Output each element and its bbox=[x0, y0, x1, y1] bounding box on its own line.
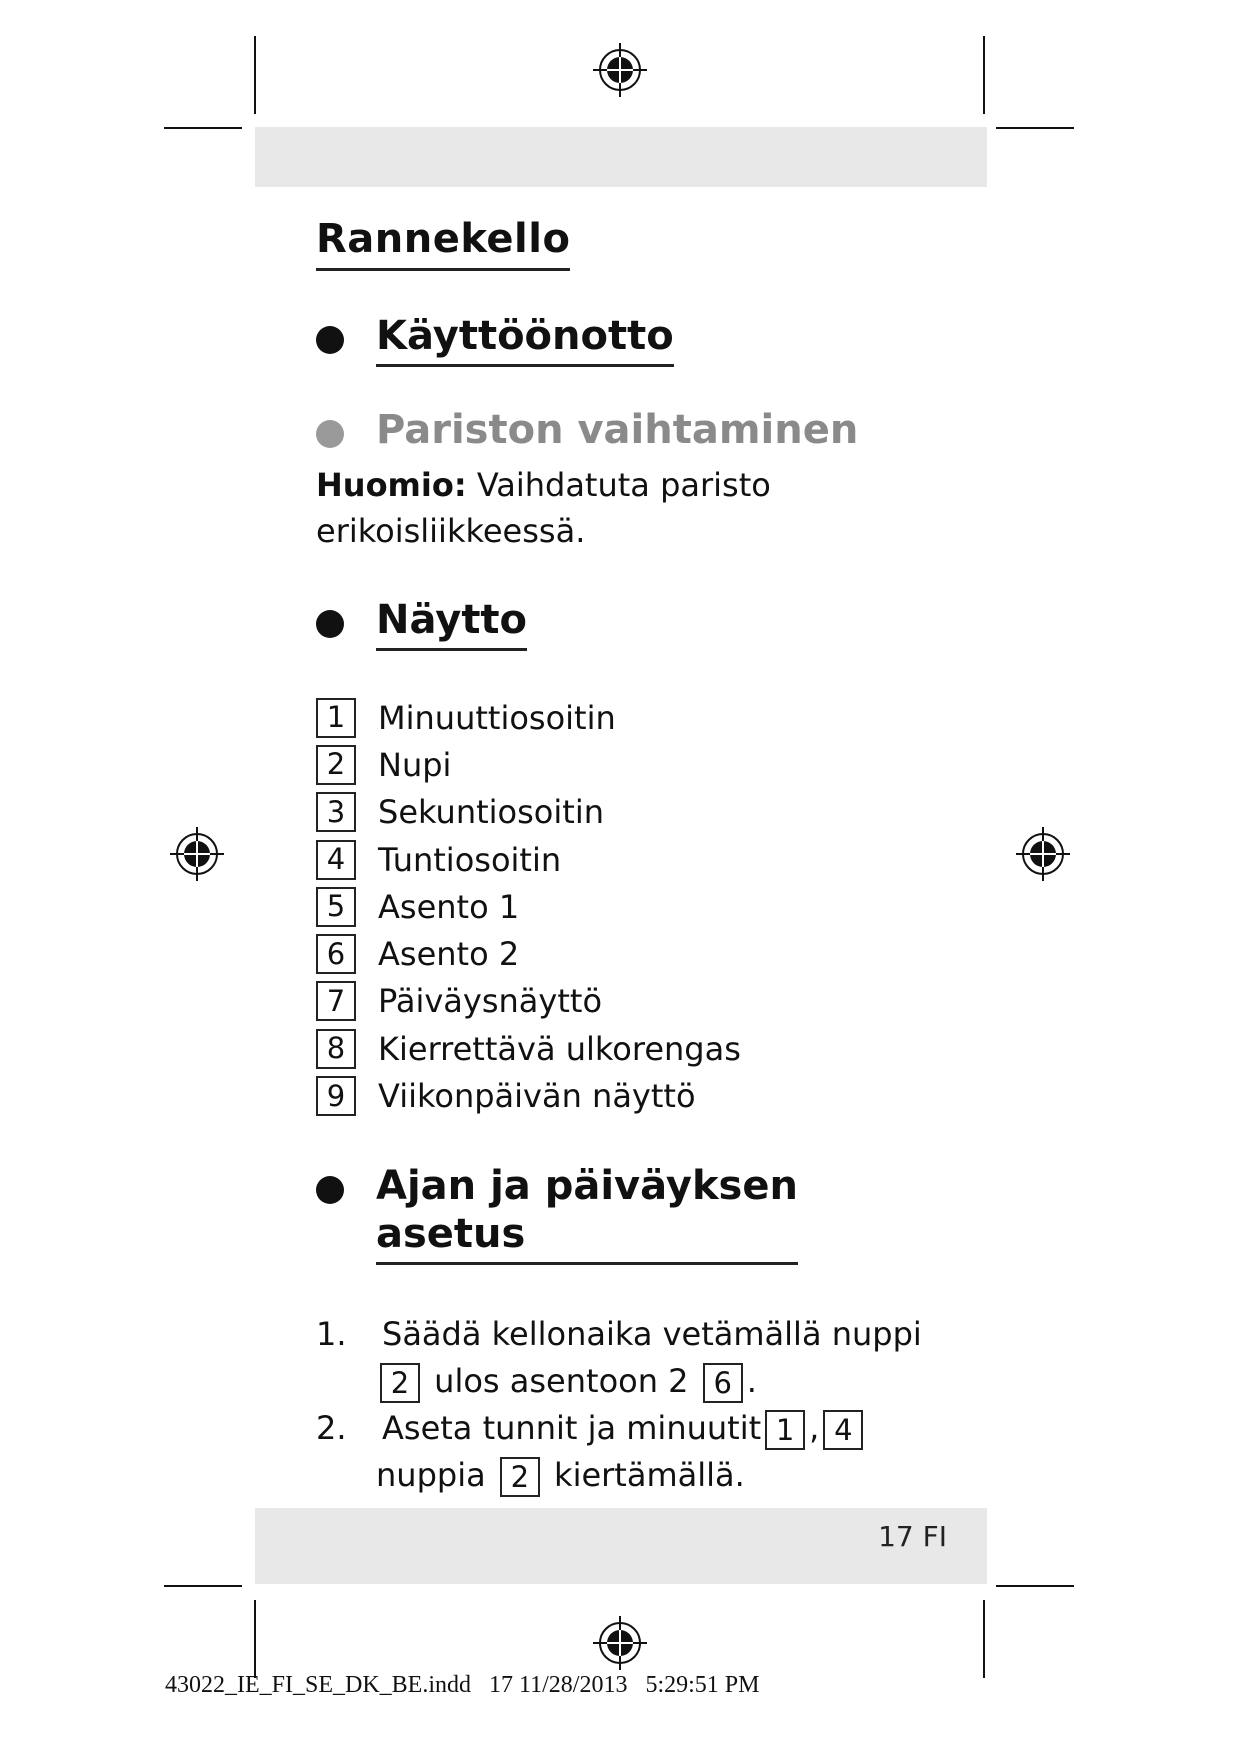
step-text: , bbox=[809, 1409, 820, 1447]
item-number-box: 5 bbox=[316, 887, 356, 927]
parts-list bbox=[316, 694, 741, 1120]
item-label: Minuuttiosoitin bbox=[378, 698, 616, 737]
item-number-box: 1 bbox=[316, 698, 356, 738]
trim-mark bbox=[254, 1600, 256, 1678]
registration-mark-icon bbox=[593, 43, 647, 97]
list-item bbox=[316, 789, 741, 836]
heading-line2: asetus bbox=[376, 1211, 526, 1257]
list-item bbox=[316, 1025, 741, 1072]
step-text: . bbox=[746, 1362, 757, 1400]
item-label: Sekuntiosoitin bbox=[378, 793, 604, 832]
section-heading-text bbox=[376, 1162, 798, 1265]
step-2 bbox=[316, 1405, 867, 1499]
bullet-icon bbox=[316, 1176, 344, 1204]
print-slug: 43022_IE_FI_SE_DK_BE.indd 17 11/28/2013 5:29:51 PM bbox=[165, 1672, 760, 1698]
page-number: 17 FI bbox=[878, 1520, 947, 1553]
section-heading-text: Pariston vaihtaminen bbox=[376, 407, 859, 453]
item-number-box: 8 bbox=[316, 1029, 356, 1069]
bullet-icon bbox=[316, 610, 344, 638]
ref-box: 2 bbox=[500, 1457, 540, 1497]
trim-mark bbox=[996, 127, 1074, 129]
trim-mark bbox=[254, 36, 256, 114]
step-text: kiertämällä. bbox=[543, 1456, 745, 1494]
item-label: Päiväysnäyttö bbox=[378, 982, 603, 1021]
section-heading-pariston bbox=[316, 406, 858, 458]
trim-mark bbox=[983, 1600, 985, 1678]
item-label: Tuntiosoitin bbox=[378, 840, 562, 879]
list-item bbox=[316, 978, 741, 1025]
item-number-box: 2 bbox=[316, 745, 356, 785]
header-band bbox=[255, 127, 987, 187]
ref-box: 6 bbox=[703, 1363, 743, 1403]
step-text: ulos asentoon 2 bbox=[424, 1362, 699, 1400]
section-heading-naytto bbox=[316, 596, 527, 651]
step-number: 2. bbox=[316, 1409, 347, 1447]
registration-mark-icon bbox=[1016, 827, 1070, 881]
section-heading-text: Näytto bbox=[376, 596, 527, 651]
trim-mark bbox=[164, 1585, 242, 1587]
note-text-line2: erikoisliikkeessä. bbox=[316, 512, 586, 550]
step-text: Aseta tunnit ja minuutit bbox=[382, 1409, 762, 1447]
list-item bbox=[316, 836, 741, 883]
step-1 bbox=[316, 1311, 922, 1405]
item-number-box: 3 bbox=[316, 792, 356, 832]
list-item bbox=[316, 694, 741, 741]
note-text-line1: Vaihdatuta paristo bbox=[466, 466, 771, 504]
trim-mark bbox=[996, 1585, 1074, 1587]
item-label: Kierrettävä ulkorengas bbox=[378, 1029, 741, 1068]
list-item bbox=[316, 741, 741, 788]
section-heading-text: Käyttöönotto bbox=[376, 312, 674, 367]
registration-mark-icon bbox=[593, 1616, 647, 1670]
ref-box: 2 bbox=[380, 1363, 420, 1403]
step-number: 1. bbox=[316, 1315, 347, 1353]
heading-line1: Ajan ja päiväyksen bbox=[376, 1163, 798, 1209]
list-item bbox=[316, 1072, 741, 1119]
bullet-icon bbox=[316, 420, 344, 448]
note-label: Huomio: bbox=[316, 466, 467, 504]
trim-mark bbox=[164, 127, 242, 129]
trim-mark bbox=[983, 36, 985, 114]
item-label: Nupi bbox=[378, 745, 452, 784]
battery-note bbox=[316, 462, 936, 554]
section-heading-ajan bbox=[316, 1162, 798, 1265]
item-label: Asento 1 bbox=[378, 887, 520, 926]
page-title: Rannekello bbox=[316, 216, 570, 271]
item-number-box: 9 bbox=[316, 1076, 356, 1116]
registration-mark-icon bbox=[170, 827, 224, 881]
item-number-box: 6 bbox=[316, 934, 356, 974]
item-number-box: 7 bbox=[316, 981, 356, 1021]
section-heading-kayttoonotto bbox=[316, 312, 674, 367]
list-item bbox=[316, 883, 741, 930]
ref-box: 4 bbox=[823, 1410, 863, 1450]
item-label: Viikonpäivän näyttö bbox=[378, 1077, 696, 1116]
item-label: Asento 2 bbox=[378, 935, 520, 974]
item-number-box: 4 bbox=[316, 840, 356, 880]
list-item bbox=[316, 930, 741, 977]
bullet-icon bbox=[316, 326, 344, 354]
ref-box: 1 bbox=[765, 1410, 805, 1450]
step-text: nuppia bbox=[376, 1456, 496, 1494]
step-text: Säädä kellonaika vetämällä nuppi bbox=[382, 1315, 922, 1353]
